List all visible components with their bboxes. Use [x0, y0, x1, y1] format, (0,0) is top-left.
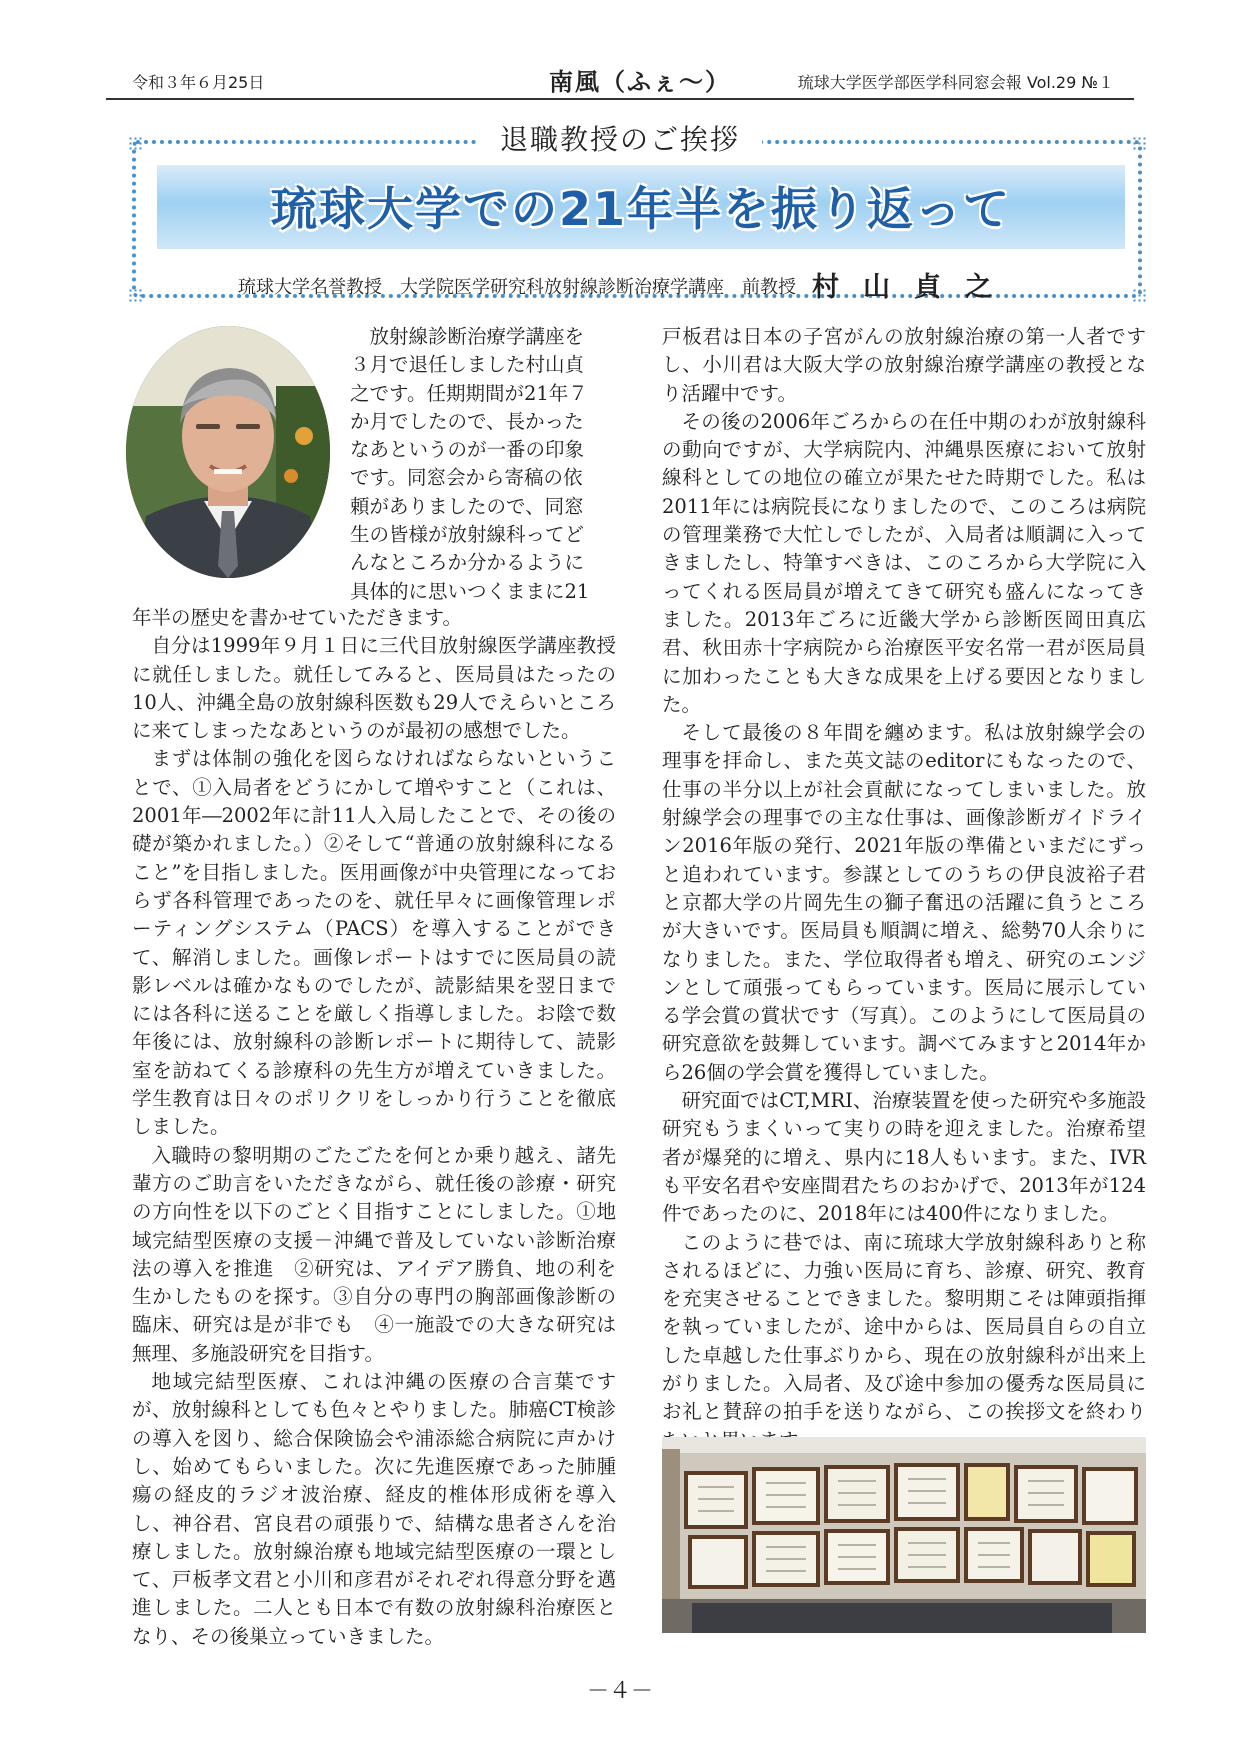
frame-corner-decoration: [128, 288, 142, 302]
intro-line: ３月で退任しました村山貞: [350, 353, 585, 377]
right-column: [662, 323, 1146, 1455]
intro-line: 之です。任期期間が21年７: [350, 381, 588, 405]
intro-line: か月でしたので、長かった: [350, 409, 584, 433]
page-number: －４－: [586, 1679, 653, 1704]
paragraph: 研究面ではCT,MRI、治療装置を使った研究や多施設研究もうまくいって実りの時を迎えました。治療希望者が爆発的に増え、県内に18人もいます。また、IVRも平安名君や安座間君たちのおかげで、2013年が124件であったのに、2018年には400件になりました。: [662, 1089, 1146, 1226]
paragraph: 自分は1999年９月１日に三代目放射線医学講座教授に就任しました。就任してみると、医局員はたったの10人、沖縄全島の放射線科医数も29人でえらいところに来てしまったなあというのが最初の感想でした。: [132, 634, 616, 743]
intro-line: なあというのが一番の印象: [350, 438, 585, 462]
title-banner: [157, 165, 1125, 249]
frame-corner-decoration: [1132, 136, 1146, 150]
intro-line: 具体的に思いつくままに21: [350, 579, 590, 603]
journal-name: 琉球大学医学部医学科同窓会報 Vol.29 №１: [797, 73, 1114, 92]
author-name: 村山貞之: [812, 272, 1016, 303]
intro-line: 頼がありましたので、同窓: [350, 494, 584, 518]
left-column: [132, 604, 616, 1651]
intro-line: 放射線診断治療学講座を: [369, 325, 585, 348]
byline: [238, 265, 1016, 304]
header-rule: [106, 98, 1134, 100]
frame-corner-decoration: [128, 136, 142, 150]
frame-corner-decoration: [1132, 288, 1146, 302]
article-title: 琉球大学での21年半を振り返って: [270, 182, 1011, 236]
author-portrait: [126, 326, 330, 578]
paragraph: 戸板君は日本の子宮がんの放射線治療の第一人者ですし、小川君は大阪大学の放射線治療学講座の教授となり活躍中です。: [662, 325, 1146, 405]
header-date: 令和３年６月25日: [132, 73, 265, 92]
paragraph: 年半の歴史を書かせていただきます。: [132, 606, 462, 629]
intro-column: [350, 323, 616, 606]
paragraph: 地域完結型医療、これは沖縄の医療の合言葉ですが、放射線科としても色々とやりました。肺癌CT検診の導入を図り、総合保険協会や浦添総合病院に声かけし、始めてもらいました。次に先進医療であった肺腫瘍の経皮的ラジオ波治療、経皮的椎体形成術を導入し、神谷君、宮良君の頑張りで、結構な患者さんを治療しました。放射線治療も地域完結型医療の一環として、戸板孝文君と小川和彦君がそれぞれ得意分野を邁進しました。二人とも日本で有数の放射線科治療医となり、その後巣立っていきました。: [132, 1370, 616, 1648]
newsletter-title: 南風（ふぇ〜）: [549, 67, 731, 96]
intro-line: です。同窓会から寄稿の依: [350, 466, 583, 490]
intro-line: 生の皆様が放射線科ってど: [350, 523, 585, 547]
intro-line: んなところか分かるように: [350, 551, 585, 575]
award-certificates-photo: [662, 1437, 1146, 1633]
paragraph: その後の2006年ごろからの在任中期のわが放射線科の動向ですが、大学病院内、沖縄県医療において放射線科としての地位の確立が果たせた時期でした。私は2011年には病院長になりましたので、このころは病院の管理業務で大忙しでしたが、入局者は順調に入ってきましたし、特筆すべきは、このころから大学院に入ってくれる医局員が増えてきて研究も盛んになってきました。2013年ごろに近畿大学から診断医岡田真広君、秋田赤十字病院から治療医平安名常一君が医局員に加わったことも大きな成果を上げる要因となりました。: [662, 409, 1146, 716]
section-label: 退職教授のご挨拶: [0, 118, 1240, 158]
paragraph: このように巷では、南に琉球大学放射線科ありと称されるほどに、力強い医局に育ち、診療、研究、教育を充実させることできました。黎明期こそは陣頭指揮を執っていましたが、途中からは、医局員自らの自立した卓越した仕事ぶりから、現在の放射線科が出来上がりました。入局者、及び途中参加の優秀な医局員にお礼と賛辞の拍手を送りながら、この挨拶文を終わり: [662, 1230, 1146, 1424]
paragraph: そして最後の８年間を纏めます。私は放射線学会の理事を拝命し、また英文誌のeditorにもなったので、仕事の半分以上が社会貢献になってしまいました。放射線学会の理事での主な仕事は、画像診断ガイドライン2016年版の発行、2021年版の準備といまだにずっと追われています。参謀としてのうちの伊良波裕子君と京都大学の片岡先生の獅子奮迅の活躍に負うところが大きいです。医局員も順調に増え、総勢70人余りになりました。また、学位取得者も増え、研究のエンジンとして頑張ってもらっています。医局に展示している学会賞の賞状です（写真）。このようにして医局員の研究意欲を鼓舞しています。調べてみますと2014年から26個の学会賞を獲得していました。: [662, 721, 1146, 1084]
paragraph: 入職時の黎明期のごたごたを何とか乗り越え、諸先輩方のご助言をいただきながら、就任後の診療・研究の方向性を以下のごとく目指すことにしました。①地域完結型医療の支援－沖縄で普及していない診断治療法の導入を推進 ②研究は、アイデア勝負、地の利を生かしたものを探す。③自分の専門の胸部画像診断の臨床、研究は是が非でも ④一施設での大きな研究は無理、多施設研究を目指す。: [132, 1143, 616, 1365]
paragraph: まずは体制の強化を図らなければならないということで、①入局者をどうにかして増やすこと（これは、2001年―2002年に計11人入局したことで、その後の礎が築かれました。）②そして“普通の放射線科になること”を目指しました。医用画像が中央管理になっておらず各科管理であったのを、就任早々に画像管理レポーティングシステム（PACS）を導入することができて、解消しました。画像レポートはすでに医局員の読影レベルは確かなものでしたが、読影結果を翌日までには各科に送ることを厳しく指導しました。お陰で数年後には、放射線科の診断レポートに期待して、読影室を訪ねてくる診療科の先生方が増えていきました。学生教育は日々のポリクリをしっかり行うことを徹底しました。: [132, 747, 616, 1139]
author-affiliation: 琉球大学名誉教授 大学院医学研究科放射線診断治療学講座 前教授: [238, 277, 796, 298]
